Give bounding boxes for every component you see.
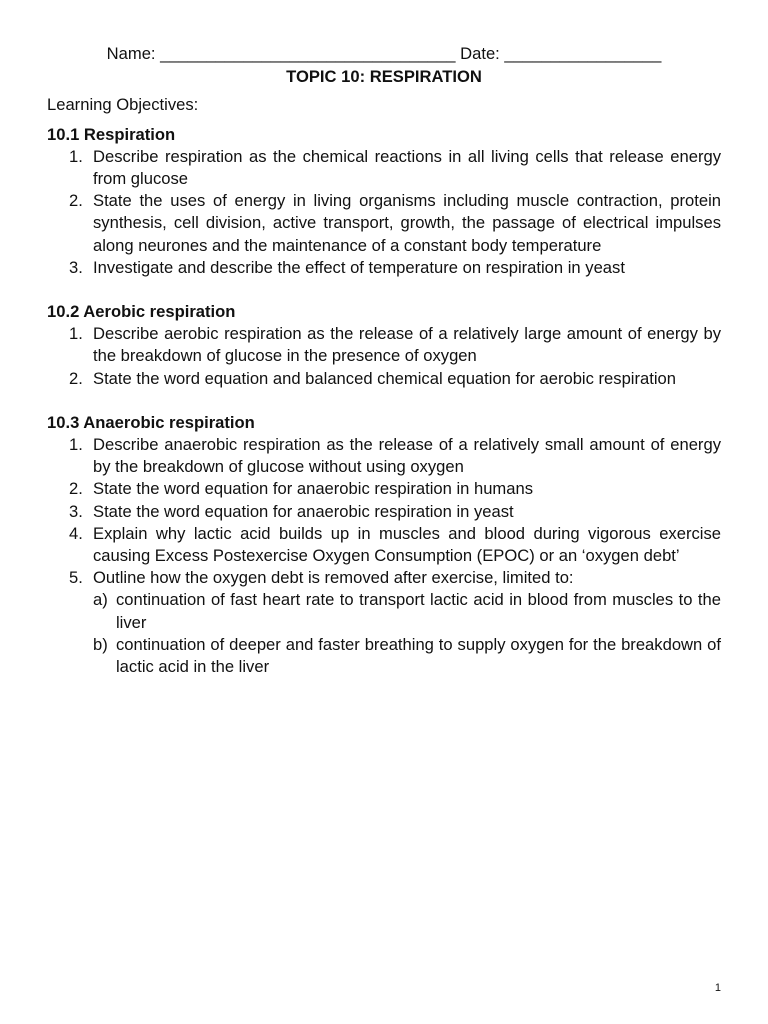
item-text: Outline how the oxygen debt is removed after exercise, limited to: — [93, 568, 574, 588]
list-item — [47, 146, 721, 190]
name-label: Name: — [106, 44, 156, 63]
item-text: Describe anaerobic respiration as the release of a relatively small amount of energy by the breakdown of glucose without using oxygen — [93, 435, 721, 477]
sub-list-item — [93, 589, 721, 633]
name-date-line — [47, 43, 721, 65]
item-text: Describe aerobic respiration as the release of a relatively large amount of energy by the breakdown of glucose in the presence of oxygen — [93, 324, 721, 366]
list-item — [47, 434, 721, 478]
list-item — [47, 257, 721, 279]
item-text: State the word equation for anaerobic respiration in humans — [93, 479, 534, 499]
item-number: 5. — [69, 568, 83, 588]
list-item — [47, 478, 721, 500]
section-10-2-list — [47, 323, 721, 390]
learning-objectives-label: Learning Objectives: — [47, 95, 199, 115]
list-item — [47, 567, 721, 589]
section-heading-10-3: 10.3 Anaerobic respiration — [47, 412, 255, 432]
section-10-3-list — [47, 434, 721, 678]
list-item — [47, 523, 721, 567]
item-text: Investigate and describe the effect of temperature on respiration in yeast — [93, 257, 625, 277]
item-text: Describe respiration as the chemical reactions in all living cells that release energy from glucose — [93, 146, 721, 189]
section-heading-10-1: 10.1 Respiration — [47, 124, 176, 144]
section-heading-10-2: 10.2 Aerobic respiration — [47, 302, 236, 322]
date-label: Date: — [460, 44, 500, 63]
item-text: Explain why lactic acid builds up in muscles and blood during vigorous exercise causing Excess Postexercise Oxygen Consumption (EPOC) or an ‘oxygen debt’ — [93, 523, 721, 566]
item-number: 1. — [69, 435, 83, 455]
page-number: 1 — [714, 982, 721, 994]
item-number: 4. — [69, 523, 83, 543]
date-blank: _________________ — [504, 44, 662, 63]
page-title: TOPIC 10: RESPIRATION — [286, 67, 482, 87]
section-10-1-list — [47, 146, 721, 279]
item-number: 1. — [69, 324, 83, 344]
item-number: 3. — [69, 501, 83, 521]
sub-item-label: a) — [93, 590, 108, 610]
list-item — [47, 323, 721, 367]
item-number: 3. — [69, 257, 83, 277]
sub-item-text: continuation of fast heart rate to transport lactic acid in blood from muscles to the liver — [116, 590, 721, 632]
item-number: 2. — [69, 368, 83, 388]
item-number: 2. — [69, 479, 83, 499]
list-item — [47, 501, 721, 523]
item-text: State the word equation for anaerobic respiration in yeast — [93, 501, 514, 521]
sub-item-label: b) — [93, 634, 108, 654]
item-number: 2. — [69, 191, 83, 211]
name-blank: ________________________________ — [160, 44, 456, 63]
sub-list-item — [93, 634, 721, 678]
item-text: State the word equation and balanced chemical equation for aerobic respiration — [93, 368, 677, 388]
item-text: State the uses of energy in living organisms including muscle contraction, protein synthesis, cell division, active transport, growth, the passage of electrical impulses along neurones and the maintenance of a constant body temperature — [93, 191, 721, 255]
sub-item-text: continuation of deeper and faster breathing to supply oxygen for the breakdown of lactic acid in the liver — [116, 634, 721, 677]
list-item — [47, 190, 721, 257]
item-number: 1. — [69, 146, 83, 166]
list-item — [47, 368, 721, 390]
document-page — [47, 43, 721, 678]
